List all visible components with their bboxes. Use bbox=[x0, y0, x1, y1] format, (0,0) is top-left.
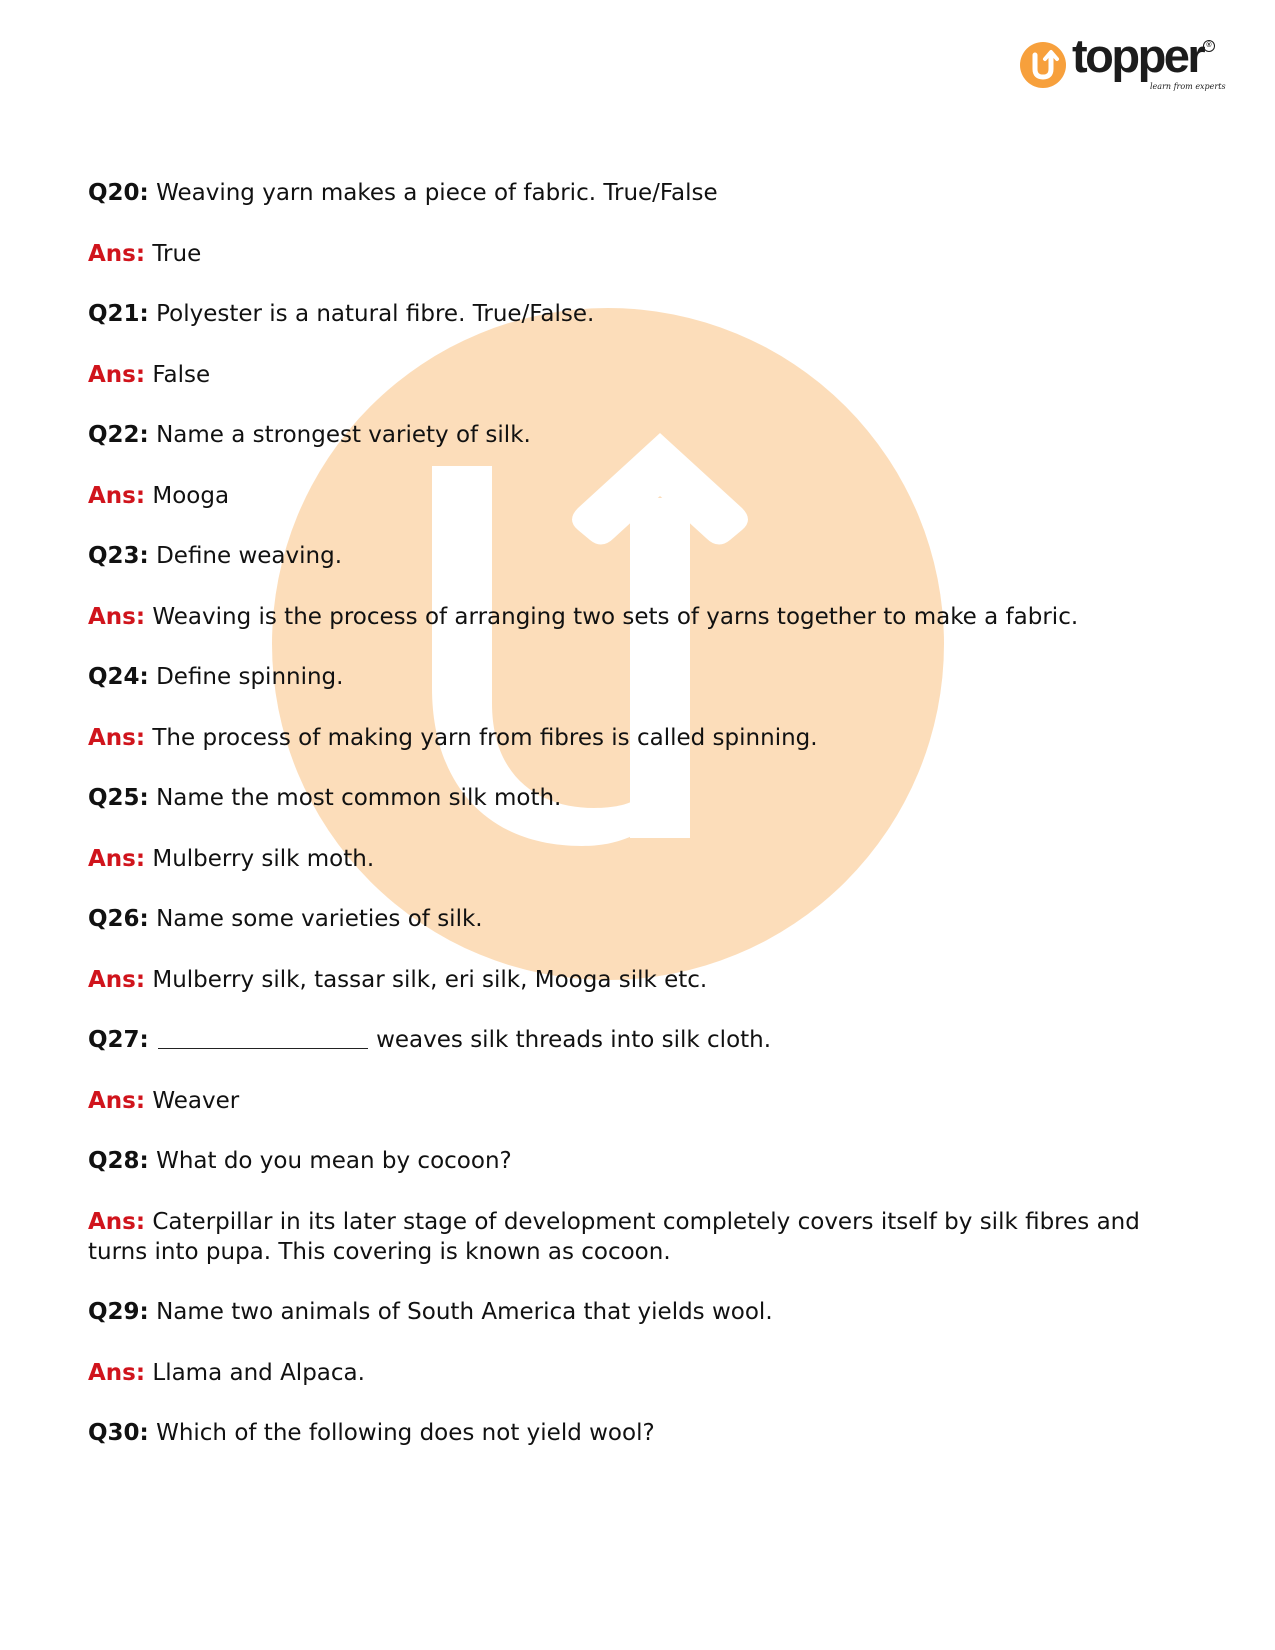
answer-text: Llama and Alpaca. bbox=[152, 1359, 365, 1386]
answer-q27 bbox=[88, 1086, 1198, 1116]
question-q22 bbox=[88, 420, 1198, 450]
question-q20 bbox=[88, 178, 1198, 208]
answer-text: Mooga bbox=[152, 482, 230, 509]
question-text: Name a strongest variety of silk. bbox=[156, 422, 531, 448]
answer-text: The process of making yarn from fibres is called spinning. bbox=[152, 724, 818, 751]
answer-text: Weaving is the process of arranging two sets of yarns together to make a fabric. bbox=[152, 603, 1079, 630]
answer-label: Ans: bbox=[88, 845, 146, 872]
brand-logo bbox=[1020, 29, 1226, 98]
question-text: Name two animals of South America that yields wool. bbox=[156, 1299, 773, 1325]
registered-mark: ® bbox=[1203, 40, 1215, 52]
answer-text: True bbox=[152, 240, 202, 267]
answer-label: Ans: bbox=[88, 966, 146, 993]
question-q30 bbox=[88, 1418, 1198, 1448]
question-text: Name some varieties of silk. bbox=[156, 906, 483, 932]
question-text: Name the most common silk moth. bbox=[156, 785, 562, 811]
question-text: Define weaving. bbox=[156, 543, 343, 569]
answer-q24 bbox=[88, 723, 1198, 753]
question-text: weaves silk threads into silk cloth. bbox=[376, 1027, 772, 1053]
logo-tagline: learn from experts bbox=[1150, 82, 1226, 91]
question-text: What do you mean by cocoon? bbox=[156, 1148, 512, 1174]
answer-label: Ans: bbox=[88, 240, 146, 267]
question-label: Q21: bbox=[88, 301, 149, 327]
question-label: Q24: bbox=[88, 664, 149, 690]
question-label: Q28: bbox=[88, 1148, 149, 1174]
answer-q25 bbox=[88, 844, 1198, 874]
answer-label: Ans: bbox=[88, 1208, 146, 1235]
answer-q20 bbox=[88, 239, 1198, 269]
logo-badge-icon bbox=[1020, 42, 1066, 88]
answer-text: Caterpillar in its later stage of development completely covers itself by silk fibres and turns into pupa. This covering is known as cocoon. bbox=[88, 1208, 1140, 1265]
question-label: Q25: bbox=[88, 785, 149, 811]
question-label: Q30: bbox=[88, 1420, 149, 1446]
question-q26 bbox=[88, 904, 1198, 934]
answer-text: False bbox=[152, 361, 211, 388]
question-label: Q26: bbox=[88, 906, 149, 932]
answer-text: Mulberry silk, tassar silk, eri silk, Mooga silk etc. bbox=[152, 966, 708, 993]
logo-wordmark: topper bbox=[1072, 29, 1204, 82]
fill-in-blank bbox=[158, 1028, 368, 1049]
question-label: Q23: bbox=[88, 543, 149, 569]
question-label: Q20: bbox=[88, 180, 149, 206]
question-q21 bbox=[88, 299, 1198, 329]
question-q24 bbox=[88, 662, 1198, 692]
question-q28 bbox=[88, 1146, 1198, 1176]
answer-text: Mulberry silk moth. bbox=[152, 845, 375, 872]
answer-q23 bbox=[88, 602, 1198, 632]
answer-q21 bbox=[88, 360, 1198, 390]
question-q25 bbox=[88, 783, 1198, 813]
question-label: Q27: bbox=[88, 1027, 149, 1053]
question-text: Define spinning. bbox=[156, 664, 344, 690]
answer-label: Ans: bbox=[88, 724, 146, 751]
answer-label: Ans: bbox=[88, 1087, 146, 1114]
question-q29 bbox=[88, 1297, 1198, 1327]
question-label: Q22: bbox=[88, 422, 149, 448]
answer-label: Ans: bbox=[88, 482, 146, 509]
question-q27 bbox=[88, 1025, 1198, 1055]
answer-label: Ans: bbox=[88, 603, 146, 630]
answer-label: Ans: bbox=[88, 361, 146, 388]
answer-q22 bbox=[88, 481, 1198, 511]
question-q23 bbox=[88, 541, 1198, 571]
question-text: Polyester is a natural fibre. True/False. bbox=[156, 301, 595, 327]
answer-label: Ans: bbox=[88, 1359, 146, 1386]
question-label: Q29: bbox=[88, 1299, 149, 1325]
answer-text: Weaver bbox=[152, 1087, 240, 1114]
qa-list bbox=[88, 178, 1198, 1479]
question-text: Weaving yarn makes a piece of fabric. True/False bbox=[156, 180, 718, 206]
question-text: Which of the following does not yield wool? bbox=[156, 1420, 655, 1446]
answer-q26 bbox=[88, 965, 1198, 995]
answer-q28 bbox=[88, 1207, 1198, 1267]
answer-q29 bbox=[88, 1358, 1198, 1388]
